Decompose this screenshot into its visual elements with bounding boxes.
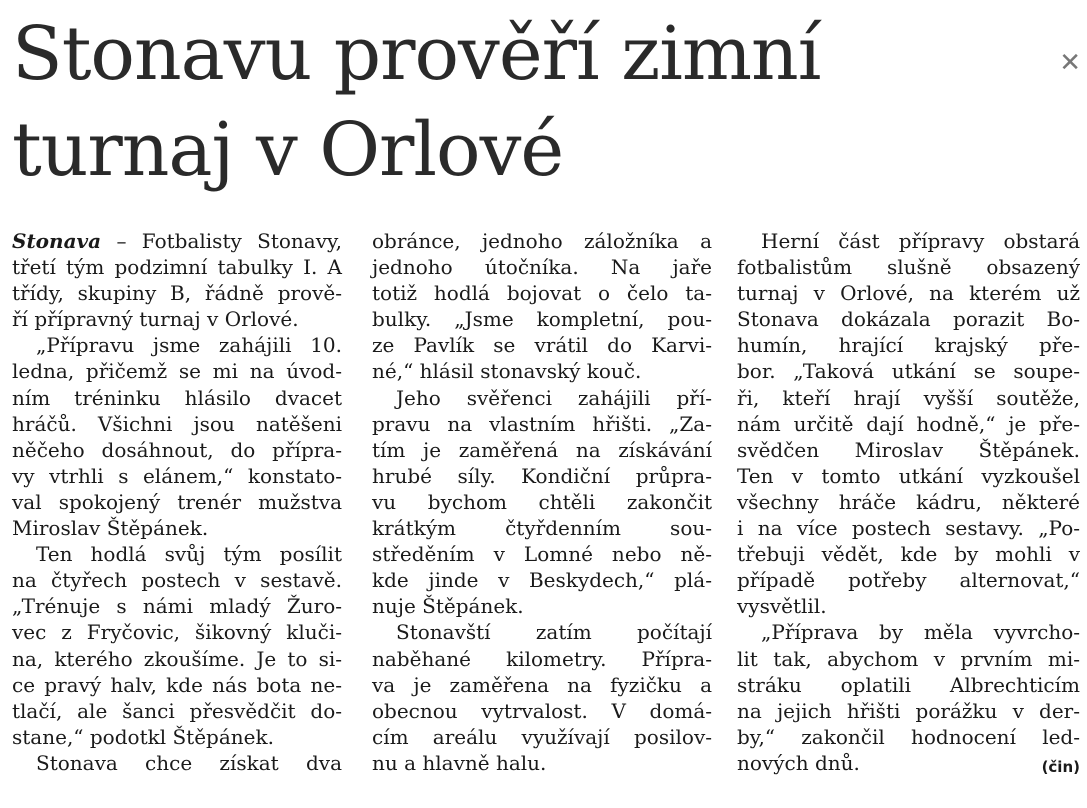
article-line: Stonava dokázala porazit Bo-: [737, 307, 1080, 332]
article-line: Ten hodlá svůj tým posílit: [36, 542, 342, 567]
article-column-2: [372, 228, 712, 776]
article-line: „Přípravu jsme zahájili 10.: [36, 333, 342, 358]
article-line: hráčů. Všichni jsou natěšeni: [12, 411, 342, 436]
article-line: hrubé síly. Kondiční průpra-: [372, 463, 712, 488]
dateline: Stonava: [12, 229, 102, 253]
article-line: Stonavští zatím počítají: [396, 620, 712, 645]
article-line: lit tak, abychom v prvním mi-: [737, 646, 1080, 671]
headline-line: turnaj v Orlové: [12, 107, 564, 193]
article-line: kde jinde v Beskydech,“ plá-: [372, 568, 712, 593]
article-line: třetí tým podzimní tabulky I. A: [12, 255, 342, 280]
article-line: turnaj v Orlové, na kterém už: [737, 281, 1080, 306]
article-line: svědčen Miroslav Štěpánek.: [737, 437, 1080, 462]
article-line: „Příprava by měla vyvrcho-: [761, 620, 1080, 645]
article-line: ce pravý halv, kde nás bota ne-: [12, 672, 342, 697]
article-line: obránce, jednoho záložníka a: [372, 229, 712, 253]
article-column-1: [12, 228, 342, 776]
article-line: stráku oplatili Albrechticím: [737, 672, 1080, 697]
article-line: nuje Štěpánek.: [372, 594, 524, 619]
article-line: naběhané kilometry. Přípra-: [372, 646, 712, 671]
article-line: fotbalistům slušně obsazený: [737, 255, 1080, 280]
article-line: bor. „Taková utkání se soupe-: [737, 359, 1080, 384]
headline-line: Stonavu prověří zimní: [12, 11, 821, 97]
author-signature: (čin): [1041, 757, 1080, 776]
article-line: ním tréninku hlásilo dvacet: [12, 385, 342, 410]
article-line: na čtyřech postech v sestavě.: [12, 568, 342, 593]
article-line: va je zaměřena na fyzičku a: [372, 672, 712, 697]
article-line: nám určitě dají hodně,“ je pře-: [737, 411, 1080, 436]
article-line: všechny hráče kádru, některé: [737, 489, 1080, 514]
article-line: Ten v tomto utkání vyzkoušel: [737, 463, 1080, 488]
article-line: obecnou vytrvalost. V domá-: [372, 698, 712, 723]
article-line: né,“ hlásil stonavský kouč.: [372, 359, 642, 384]
article-line: středěním v Lomné nebo ně-: [372, 542, 712, 567]
article-line: třídy, skupiny B, řádně prově-: [12, 281, 342, 306]
article-line: vec z Fryčovic, šikovný kluči-: [12, 620, 342, 645]
article-line: jednoho útočníka. Na jaře: [372, 255, 712, 280]
article-line: něčeho dosáhnout, do přípra-: [12, 437, 342, 462]
headline: [12, 6, 892, 198]
article-line: vy vtrhli s elánem,“ konstato-: [12, 463, 342, 488]
article-line: humín, hrající krajský pře-: [737, 333, 1080, 358]
article-line: Miroslav Štěpánek.: [12, 516, 209, 541]
article-line: „Trénuje s námi mladý Žuro-: [12, 594, 342, 619]
article-line: Jeho svěřenci zahájili pří-: [396, 385, 712, 410]
article-line: totiž hodlá bojovat o čelo ta-: [372, 281, 712, 306]
article-line: na, kterého zkoušíme. Je to si-: [12, 646, 342, 671]
article-line: Stonava chce získat dva: [36, 750, 342, 775]
article-line: ze Pavlík se vrátil do Karvi-: [372, 333, 712, 358]
article-line: třebuji vědět, kde by mohli v: [737, 542, 1080, 567]
article-line: pravu na vlastním hřišti. „Za-: [372, 411, 712, 436]
article-line: krátkým čtyřdenním sou-: [372, 516, 712, 541]
article-line: tím je zaměřená na získávání: [372, 437, 712, 462]
article-line: nu a hlavně halu.: [372, 750, 547, 775]
article-line: ří přípravný turnaj v Orlové.: [12, 307, 299, 332]
article-line: bulky. „Jsme kompletní, pou-: [372, 307, 712, 332]
article-line: stane,“ podotkl Štěpánek.: [12, 724, 274, 749]
article-text: – Fotbalisty Stonavy,: [101, 229, 342, 253]
article-line: ři, kteří hrají vyšší soutěže,: [737, 385, 1080, 410]
article-line: nových dnů. (čin): [737, 750, 1080, 776]
article-line: vu bychom chtěli zakončit: [372, 489, 712, 514]
article-line: ledna, přičemž se mi na úvod-: [12, 359, 342, 384]
article-line: val spokojený trenér mužstva: [12, 489, 342, 514]
article-line: cím areálu využívají posilov-: [372, 724, 712, 749]
article-line: případě potřeby alternovat,“: [737, 568, 1080, 593]
article-line: tlačí, ale šanci přesvědčit do-: [12, 698, 342, 723]
article-line: i na více postech sestavy. „Po-: [737, 516, 1080, 541]
pen-mark-icon: ✕: [1059, 48, 1081, 78]
article-line: Herní část přípravy obstará: [761, 229, 1080, 253]
article-line: [12, 228, 342, 254]
article-line: vysvětlil.: [737, 594, 827, 619]
article-column-3: [737, 228, 1080, 780]
article-line: na jejich hřišti porážku v der-: [737, 698, 1080, 723]
article-line: by,“ zakončil hodnocení led-: [737, 724, 1080, 749]
